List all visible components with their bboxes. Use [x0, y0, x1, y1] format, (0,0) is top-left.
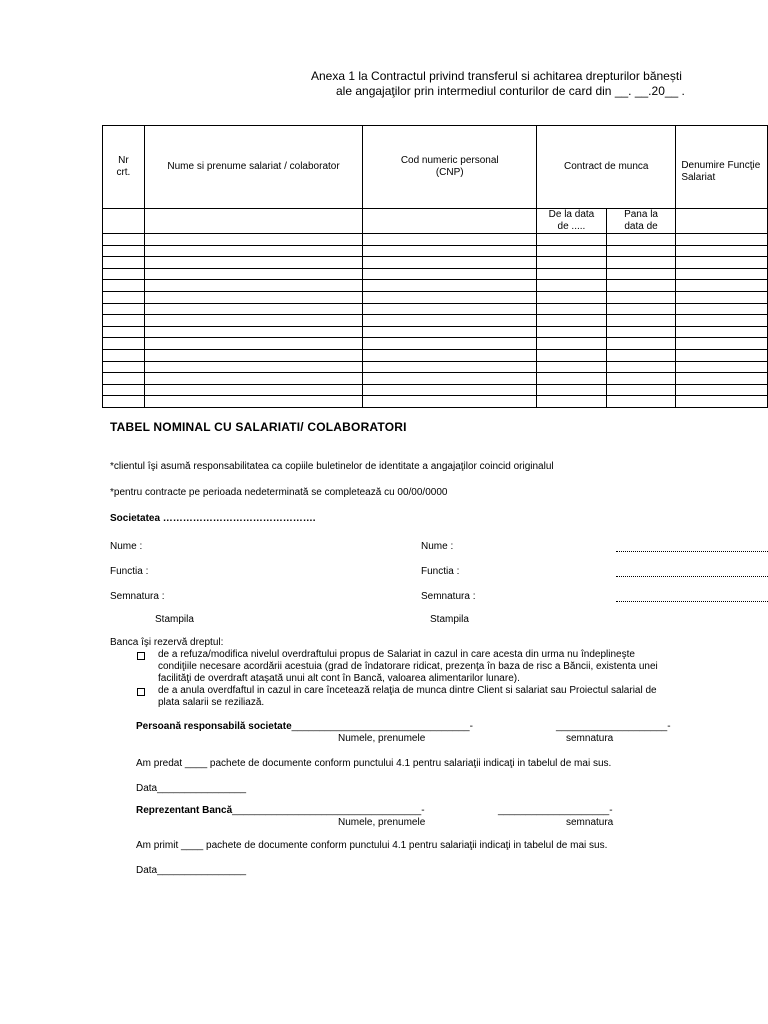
table-cell[interactable] [103, 315, 145, 327]
table-cell[interactable] [103, 245, 145, 257]
bank-right-2-line2: plata salarii se reziliază. [158, 697, 265, 708]
table-cell[interactable] [537, 257, 607, 269]
table-cell[interactable] [144, 338, 363, 350]
left-signature-label: Semnatura : [110, 591, 165, 602]
table-cell[interactable] [363, 396, 537, 408]
table-cell[interactable] [363, 326, 537, 338]
col-header-to-date: Pana la data de [606, 209, 676, 234]
table-row[interactable] [103, 315, 768, 327]
table-cell[interactable] [537, 234, 607, 246]
responsible-person-label: Persoană responsabilă societate [136, 721, 292, 732]
bank-rep-signature-caption: semnatura [566, 817, 614, 828]
table-cell[interactable] [606, 349, 676, 361]
table-cell[interactable] [144, 245, 363, 257]
table-cell[interactable] [144, 291, 363, 303]
table-subheader-row [103, 209, 768, 234]
table-cell[interactable] [606, 396, 676, 408]
table-row[interactable] [103, 338, 768, 350]
table-cell[interactable] [363, 384, 537, 396]
table-row[interactable] [103, 303, 768, 315]
table-cell[interactable] [676, 349, 768, 361]
function-dotted-line[interactable] [616, 576, 768, 577]
bank-right-2-line1: de a anula overdfaftul in cazul in care încetează relaţia de munca dintre Client si salariat sau Proiectul salarial de [158, 685, 657, 696]
table-cell[interactable] [103, 349, 145, 361]
table-cell[interactable] [537, 361, 607, 373]
table-cell[interactable] [676, 303, 768, 315]
table-cell[interactable] [606, 257, 676, 269]
table-cell[interactable] [537, 384, 607, 396]
document-title: TABEL NOMINAL CU SALARIATI/ COLABORATORI [110, 420, 407, 434]
table-cell[interactable] [537, 303, 607, 315]
table-cell[interactable] [144, 373, 363, 385]
table-cell[interactable] [606, 234, 676, 246]
table-row[interactable] [103, 384, 768, 396]
bank-right-1-line2: condiţiile necesare acordării acestuia (grad de îndatorare ridicat, prezenţa în baza de risc a Băncii, existenta unei [158, 661, 658, 672]
received-date-field[interactable]: Data________________ [136, 865, 247, 876]
responsible-signature-line[interactable]: ____________________- [556, 721, 671, 732]
left-name-label: Nume : [110, 541, 143, 552]
table-cell[interactable] [606, 303, 676, 315]
table-cell[interactable] [606, 291, 676, 303]
table-cell[interactable] [103, 361, 145, 373]
table-row[interactable] [103, 291, 768, 303]
table-row[interactable] [103, 326, 768, 338]
table-cell[interactable] [537, 326, 607, 338]
right-stamp-label: Stampila [430, 614, 469, 625]
table-cell[interactable] [606, 315, 676, 327]
table-cell[interactable] [606, 268, 676, 280]
left-stamp-label: Stampila [155, 614, 194, 625]
table-cell[interactable] [676, 396, 768, 408]
table-cell[interactable] [606, 326, 676, 338]
employees-table [102, 125, 768, 408]
handed-packages-text: Am predat ____ pachete de documente conform punctului 4.1 pentru salariaţii indicaţi in tabelul de mai sus. [136, 758, 612, 769]
bank-right-1-line3: facilităţi de overdraft ataşată unui alt cont în Bancă, valoarea alimentarilor lunare). [158, 673, 520, 684]
table-cell[interactable] [144, 268, 363, 280]
note-id-copies: *clientul îşi asumă responsabilitatea ca copiile buletinelor de identitate a angajaţilor coincid originalul [110, 461, 554, 472]
annex-title-line2: ale angajaţilor prin intermediul conturilor de card din __. __.20__ . [336, 84, 685, 98]
table-cell[interactable] [144, 349, 363, 361]
bank-rep-name-line[interactable]: __________________________________- [232, 805, 425, 816]
table-cell[interactable] [144, 303, 363, 315]
company-label: Societatea ………………………………………. [110, 513, 316, 524]
table-cell[interactable] [676, 326, 768, 338]
table-cell[interactable] [363, 338, 537, 350]
name-dotted-line[interactable] [616, 551, 768, 552]
table-cell[interactable] [606, 373, 676, 385]
bank-rep-row [136, 805, 425, 816]
table-cell[interactable] [606, 245, 676, 257]
table-cell[interactable] [144, 361, 363, 373]
table-cell[interactable] [363, 361, 537, 373]
table-cell[interactable] [144, 257, 363, 269]
col-header-cnp: Cod numeric personal (CNP) [363, 126, 537, 209]
table-cell[interactable] [103, 338, 145, 350]
table-cell[interactable] [103, 234, 145, 246]
table-cell[interactable] [676, 257, 768, 269]
table-cell[interactable] [103, 384, 145, 396]
table-cell[interactable] [537, 349, 607, 361]
table-cell[interactable] [676, 361, 768, 373]
col-header-name: Nume si prenume salariat / colaborator [144, 126, 363, 209]
table-cell[interactable] [676, 280, 768, 292]
table-cell[interactable] [537, 338, 607, 350]
table-cell[interactable] [363, 268, 537, 280]
bank-rep-signature-line[interactable]: ____________________- [498, 805, 613, 816]
table-cell[interactable] [363, 257, 537, 269]
responsible-name-caption: Numele, prenumele [338, 733, 426, 744]
table-cell[interactable] [144, 396, 363, 408]
handed-date-field[interactable]: Data________________ [136, 783, 247, 794]
table-cell[interactable] [103, 303, 145, 315]
table-cell[interactable] [537, 280, 607, 292]
table-cell[interactable] [676, 245, 768, 257]
responsible-signature-caption: semnatura [566, 733, 614, 744]
table-cell[interactable] [144, 234, 363, 246]
table-row[interactable] [103, 257, 768, 269]
table-row[interactable] [103, 268, 768, 280]
signature-dotted-line[interactable] [616, 601, 768, 602]
col-header-nr: Nr crt. [103, 126, 145, 209]
table-row[interactable] [103, 349, 768, 361]
bank-rep-label: Reprezentant Bancă [136, 805, 233, 816]
responsible-name-line[interactable]: ________________________________- [291, 721, 473, 732]
table-cell[interactable] [537, 291, 607, 303]
annex-title-line1: Anexa 1 la Contractul privind transferul si achitarea drepturilor bănești [311, 69, 682, 83]
received-packages-text: Am primit ____ pachete de documente conform punctului 4.1 pentru salariaţii indicaţi in tabelul de mai sus. [136, 840, 608, 851]
table-row[interactable] [103, 361, 768, 373]
table-cell[interactable] [144, 326, 363, 338]
bank-right-1-line1: de a refuza/modifica nivelul overdraftului propus de Salariat in cazul in care acesta din urma nu îndeplineşte [158, 649, 635, 660]
table-row[interactable] [103, 280, 768, 292]
table-header-row [103, 126, 768, 209]
right-name-label: Nume : [421, 541, 454, 552]
col-header-from-date: De la data de ..... [537, 209, 607, 234]
table-row[interactable] [103, 396, 768, 408]
table-row[interactable] [103, 234, 768, 246]
table-cell[interactable] [676, 234, 768, 246]
table-cell[interactable] [144, 384, 363, 396]
table-cell[interactable] [537, 315, 607, 327]
left-function-label: Functia : [110, 566, 149, 577]
table-cell[interactable] [103, 257, 145, 269]
right-signature-label: Semnatura : [421, 591, 476, 602]
table-cell[interactable] [363, 245, 537, 257]
table-cell[interactable] [606, 384, 676, 396]
col-header-contract: Contract de munca [537, 126, 676, 209]
bank-rights-intro: Banca îşi rezervă dreptul: [110, 637, 224, 648]
responsible-person-row [136, 721, 473, 732]
table-cell[interactable] [363, 291, 537, 303]
right-function-label: Functia : [421, 566, 460, 577]
table-cell[interactable] [537, 245, 607, 257]
col-header-function: Denumire Funcţie Salariat [676, 126, 768, 209]
table-cell[interactable] [363, 315, 537, 327]
table-cell[interactable] [676, 268, 768, 280]
table-cell[interactable] [363, 349, 537, 361]
table-cell[interactable] [363, 303, 537, 315]
table-cell[interactable] [676, 315, 768, 327]
table-cell[interactable] [606, 361, 676, 373]
bank-rep-name-caption: Numele, prenumele [338, 817, 426, 828]
table-cell[interactable] [103, 326, 145, 338]
table-cell[interactable] [606, 280, 676, 292]
table-cell[interactable] [537, 268, 607, 280]
table-cell[interactable] [363, 234, 537, 246]
table-cell[interactable] [103, 396, 145, 408]
table-row[interactable] [103, 245, 768, 257]
table-cell[interactable] [676, 291, 768, 303]
table-cell[interactable] [363, 280, 537, 292]
table-cell[interactable] [103, 373, 145, 385]
table-cell[interactable] [103, 280, 145, 292]
bullet-checkbox-icon [137, 652, 145, 660]
table-cell[interactable] [676, 338, 768, 350]
table-cell[interactable] [676, 384, 768, 396]
table-cell[interactable] [103, 291, 145, 303]
table-cell[interactable] [537, 373, 607, 385]
note-contract-period: *pentru contracte pe perioada nedeterminată se completează cu 00/00/0000 [110, 487, 448, 498]
bullet-checkbox-icon [137, 688, 145, 696]
table-cell[interactable] [606, 338, 676, 350]
table-row[interactable] [103, 373, 768, 385]
table-cell[interactable] [103, 268, 145, 280]
table-cell[interactable] [363, 373, 537, 385]
table-cell[interactable] [537, 396, 607, 408]
table-cell[interactable] [144, 280, 363, 292]
table-cell[interactable] [144, 315, 363, 327]
table-cell[interactable] [676, 373, 768, 385]
